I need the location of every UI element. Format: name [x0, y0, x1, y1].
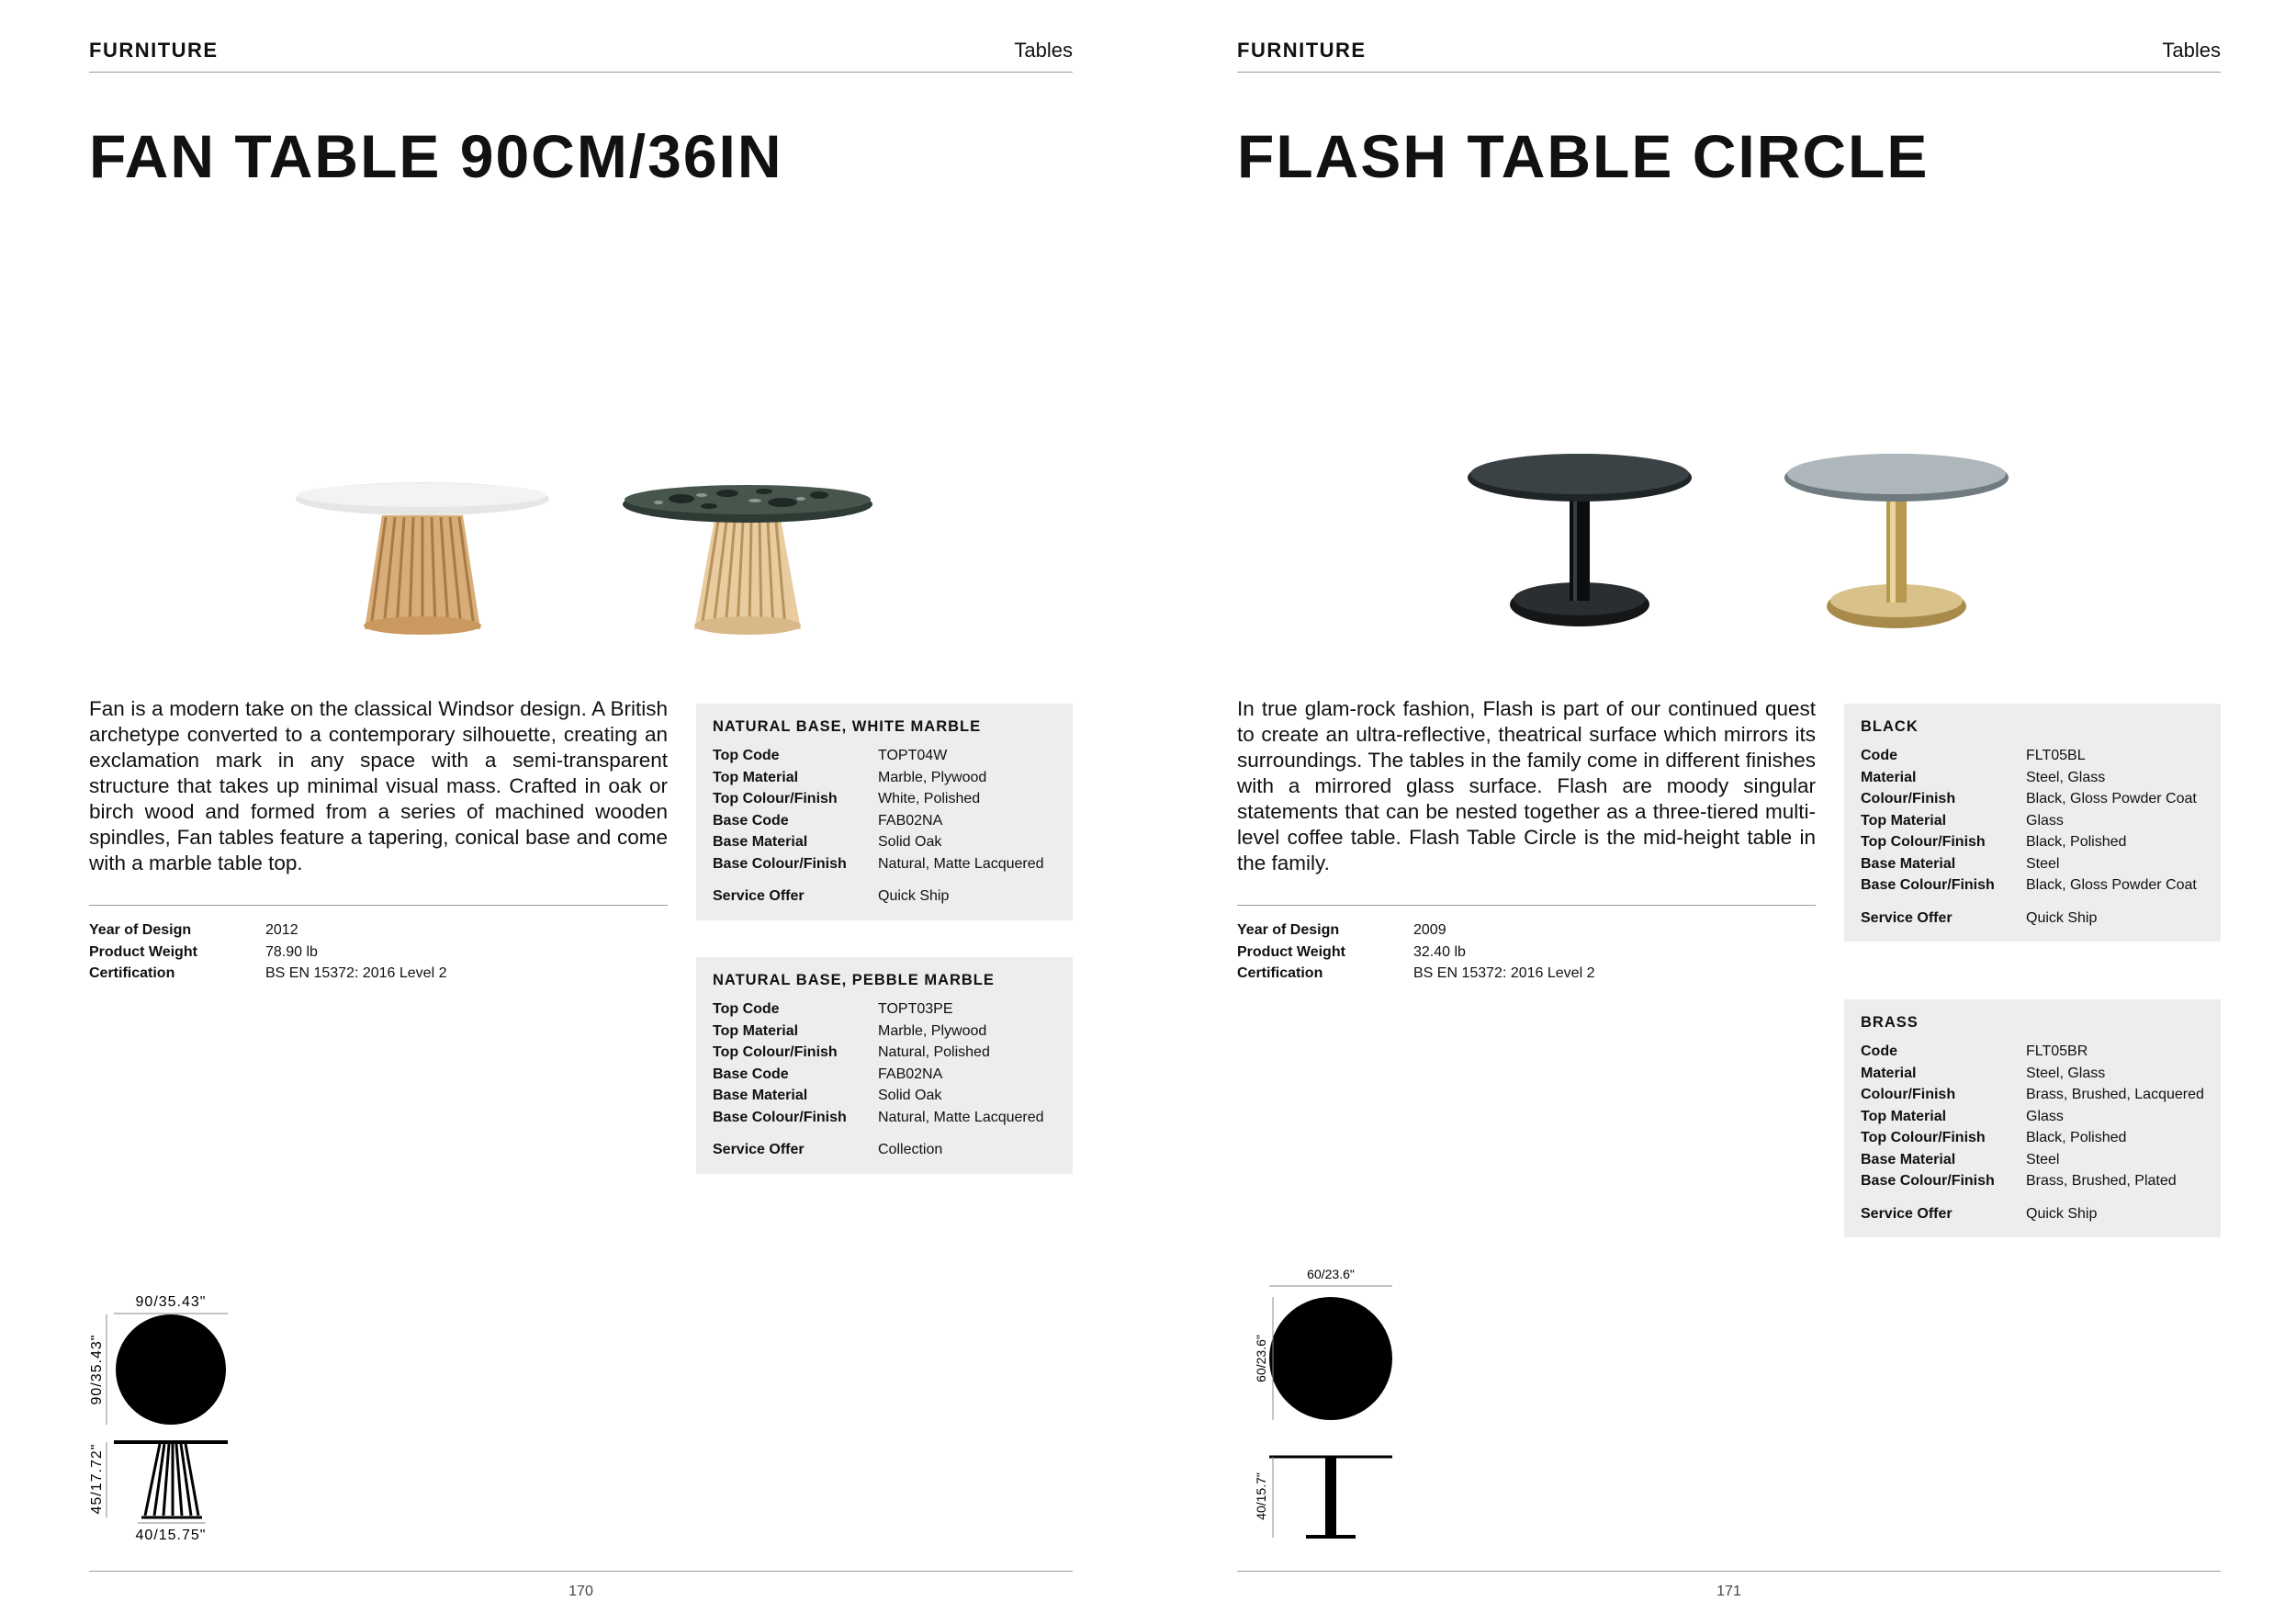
- dim-top-height: 60/23.6": [1254, 1335, 1268, 1382]
- spec-key: Base Material: [1861, 1151, 1956, 1167]
- product-meta: [89, 922, 446, 987]
- spec-value: Quick Ship: [2026, 909, 2098, 926]
- product-description: Fan is a modern take on the classical Windsor design. A British archetype converted to a contemporary silhouette, creating an exclamation mark in any space with a semi-transparent structure that takes up minimal visual mass. Crafted in oak or birch wood and formed from a series of machined wooden spindles, Fan tables feature a tapering, conical base and come with a marble table top.: [89, 697, 668, 874]
- spec-row: [1861, 1041, 2204, 1063]
- spec-box-white-marble: [696, 704, 1073, 920]
- meta-value: 2012: [265, 922, 298, 938]
- spec-key: Colour/Finish: [1861, 1087, 1956, 1102]
- spec-value: TOPT04W: [878, 748, 948, 763]
- spec-value: Solid Oak: [878, 834, 942, 850]
- spec-key: Top Material: [1861, 812, 1947, 829]
- page-header: [1237, 37, 2221, 73]
- spec-value: Natural, Polished: [878, 1044, 990, 1060]
- meta-value: 2009: [1413, 922, 1446, 938]
- dim-top-width: 90/35.43": [135, 1294, 207, 1310]
- meta-row: [89, 922, 446, 944]
- spec-row-service: [1861, 908, 2204, 930]
- spec-key: Top Colour/Finish: [713, 1044, 838, 1060]
- spec-value: Natural, Matte Lacquered: [878, 855, 1044, 872]
- meta-divider: [89, 905, 668, 906]
- spec-row: [713, 767, 1056, 789]
- meta-key: Certification: [89, 965, 175, 981]
- product-title: FLASH TABLE CIRCLE: [1237, 122, 1930, 190]
- spec-row: [713, 745, 1056, 767]
- spec-value: Steel: [2026, 1151, 2060, 1167]
- spec-row: [1861, 1127, 2204, 1149]
- spec-key: Top Colour/Finish: [1861, 834, 1986, 850]
- spec-key: Service Offer: [1861, 1205, 1953, 1222]
- spec-heading: BLACK: [1861, 718, 1919, 735]
- spec-value: Black, Polished: [2026, 1130, 2127, 1145]
- category-label: Tables: [2162, 39, 2221, 62]
- spec-key: Base Colour/Finish: [1861, 877, 1995, 893]
- section-label: FURNITURE: [89, 39, 219, 62]
- spec-value: FAB02NA: [878, 1066, 943, 1082]
- product-meta: [1237, 922, 1594, 987]
- dim-top-height: 90/35.43": [89, 1334, 105, 1405]
- spec-value: Marble, Plywood: [878, 769, 987, 785]
- spec-row: [713, 1064, 1056, 1086]
- spec-value: TOPT03PE: [878, 1001, 953, 1017]
- spec-row-service: [713, 1139, 1056, 1161]
- spec-heading: BRASS: [1861, 1014, 1919, 1031]
- flash-table-black-photo: [1465, 443, 1694, 636]
- spec-value: Quick Ship: [2026, 1205, 2098, 1222]
- spec-key: Top Material: [1861, 1108, 1947, 1124]
- meta-row: [1237, 944, 1594, 966]
- meta-key: Product Weight: [89, 943, 197, 960]
- spec-key: Material: [1861, 1065, 1917, 1081]
- spec-key: Top Code: [713, 748, 780, 763]
- spec-row: [713, 1085, 1056, 1107]
- page-number: 170: [568, 1584, 593, 1599]
- spec-key: Top Colour/Finish: [713, 791, 838, 806]
- meta-value: BS EN 15372: 2016 Level 2: [1413, 965, 1595, 981]
- spec-key: Base Code: [713, 1066, 789, 1082]
- spec-key: Base Material: [713, 834, 808, 850]
- spec-row: [1861, 831, 2204, 853]
- spec-heading: NATURAL BASE, WHITE MARBLE: [713, 718, 982, 735]
- spec-row: [713, 1107, 1056, 1129]
- spec-key: Code: [1861, 748, 1897, 763]
- meta-key: Year of Design: [89, 922, 192, 938]
- spec-value: Collection: [878, 1142, 943, 1157]
- spec-key: Service Offer: [713, 1142, 805, 1157]
- spec-key: Base Colour/Finish: [713, 855, 847, 872]
- spec-heading: NATURAL BASE, PEBBLE MARBLE: [713, 972, 995, 988]
- spec-row: [713, 788, 1056, 810]
- spec-value: Solid Oak: [878, 1088, 942, 1103]
- dim-side-height: 45/17.72": [89, 1443, 105, 1515]
- dim-side-height: 40/15.7": [1254, 1472, 1268, 1520]
- footer-divider: [89, 1571, 1073, 1572]
- flash-table-brass-photo: [1782, 443, 2011, 636]
- spec-row: [713, 998, 1056, 1021]
- spec-key: Base Colour/Finish: [713, 1109, 847, 1125]
- spec-row: [1861, 1149, 2204, 1171]
- spec-value: Glass: [2026, 812, 2064, 829]
- meta-value: 32.40 lb: [1413, 943, 1466, 960]
- page-number: 171: [1716, 1584, 1741, 1599]
- spec-key: Base Colour/Finish: [1861, 1173, 1995, 1189]
- spec-row-service: [713, 885, 1056, 908]
- spec-value: FLT05BL: [2026, 748, 2086, 763]
- spec-row: [1861, 1063, 2204, 1085]
- spec-box-pebble-marble: [696, 957, 1073, 1174]
- meta-key: Product Weight: [1237, 943, 1345, 960]
- spec-row: [1861, 1170, 2204, 1192]
- spec-row: [1861, 853, 2204, 875]
- meta-row: [1237, 965, 1594, 987]
- meta-divider: [1237, 905, 1816, 906]
- spec-key: Code: [1861, 1043, 1897, 1059]
- flash-dimension-drawing: [1251, 1262, 1425, 1547]
- spec-row-service: [1861, 1203, 2204, 1225]
- spec-value: Black, Polished: [2026, 834, 2127, 850]
- spec-row: [1861, 874, 2204, 897]
- spec-row: [713, 831, 1056, 853]
- dim-base-width: 40/15.75": [135, 1528, 207, 1543]
- spec-value: Steel, Glass: [2026, 769, 2106, 785]
- meta-value: 78.90 lb: [265, 943, 318, 960]
- spec-key: Colour/Finish: [1861, 791, 1956, 806]
- meta-key: Certification: [1237, 965, 1323, 981]
- spec-row: [1861, 1084, 2204, 1106]
- spec-row: [1861, 810, 2204, 832]
- meta-row: [1237, 922, 1594, 944]
- spec-value: FLT05BR: [2026, 1043, 2088, 1059]
- spec-value: FAB02NA: [878, 812, 943, 829]
- spec-value: Black, Gloss Powder Coat: [2026, 791, 2197, 806]
- meta-row: [89, 965, 446, 987]
- spec-key: Service Offer: [1861, 909, 1953, 926]
- spec-box-brass: [1844, 999, 2221, 1237]
- product-title: FAN TABLE 90CM/36IN: [89, 122, 783, 190]
- spec-row: [1861, 788, 2204, 810]
- spec-row: [1861, 745, 2204, 767]
- spec-key: Base Material: [1861, 855, 1956, 872]
- page-header: [89, 37, 1073, 73]
- spec-value: Brass, Brushed, Lacquered: [2026, 1087, 2204, 1102]
- right-page: [1148, 0, 2296, 1624]
- section-label: FURNITURE: [1237, 39, 1367, 62]
- category-label: Tables: [1014, 39, 1073, 62]
- spec-key: Top Colour/Finish: [1861, 1130, 1986, 1145]
- spec-key: Top Material: [713, 769, 799, 785]
- spec-row: [713, 1021, 1056, 1043]
- spec-key: Top Code: [713, 1001, 780, 1017]
- spec-key: Service Offer: [713, 888, 805, 904]
- spec-value: Glass: [2026, 1108, 2064, 1124]
- spec-row: [713, 1042, 1056, 1064]
- spec-row: [1861, 767, 2204, 789]
- fan-table-white-marble-photo: [292, 473, 553, 638]
- spec-key: Base Material: [713, 1088, 808, 1103]
- spec-box-black: [1844, 704, 2221, 942]
- spec-value: Brass, Brushed, Plated: [2026, 1173, 2177, 1189]
- spec-row: [1861, 1106, 2204, 1128]
- spec-value: Steel: [2026, 855, 2060, 872]
- spec-key: Top Material: [713, 1022, 799, 1039]
- spec-row: [713, 810, 1056, 832]
- meta-value: BS EN 15372: 2016 Level 2: [265, 965, 447, 981]
- footer-divider: [1237, 1571, 2221, 1572]
- spec-value: White, Polished: [878, 791, 981, 806]
- spec-value: Marble, Plywood: [878, 1022, 987, 1039]
- product-description: In true glam-rock fashion, Flash is part of our continued quest to create an ultra-reflective, theatrical surface which mirrors its surroundings. The tables in the family come in different finishes with a mirrored glass surface. Flash are moody singular statements that can be nested together as a three-tiered multi-level coffee table. Flash Table Circle is the mid-height table in the family.: [1237, 697, 1816, 874]
- spec-key: Base Code: [713, 812, 789, 829]
- fan-dimension-drawing: [83, 1286, 257, 1552]
- spec-value: Quick Ship: [878, 888, 950, 904]
- meta-row: [89, 944, 446, 966]
- spec-value: Black, Gloss Powder Coat: [2026, 877, 2197, 893]
- spec-value: Steel, Glass: [2026, 1065, 2106, 1081]
- spec-row: [713, 853, 1056, 875]
- spec-key: Material: [1861, 769, 1917, 785]
- dim-top-width: 60/23.6": [1307, 1267, 1355, 1281]
- spec-value: Natural, Matte Lacquered: [878, 1109, 1044, 1125]
- meta-key: Year of Design: [1237, 922, 1340, 938]
- fan-table-pebble-marble-photo: [617, 473, 878, 638]
